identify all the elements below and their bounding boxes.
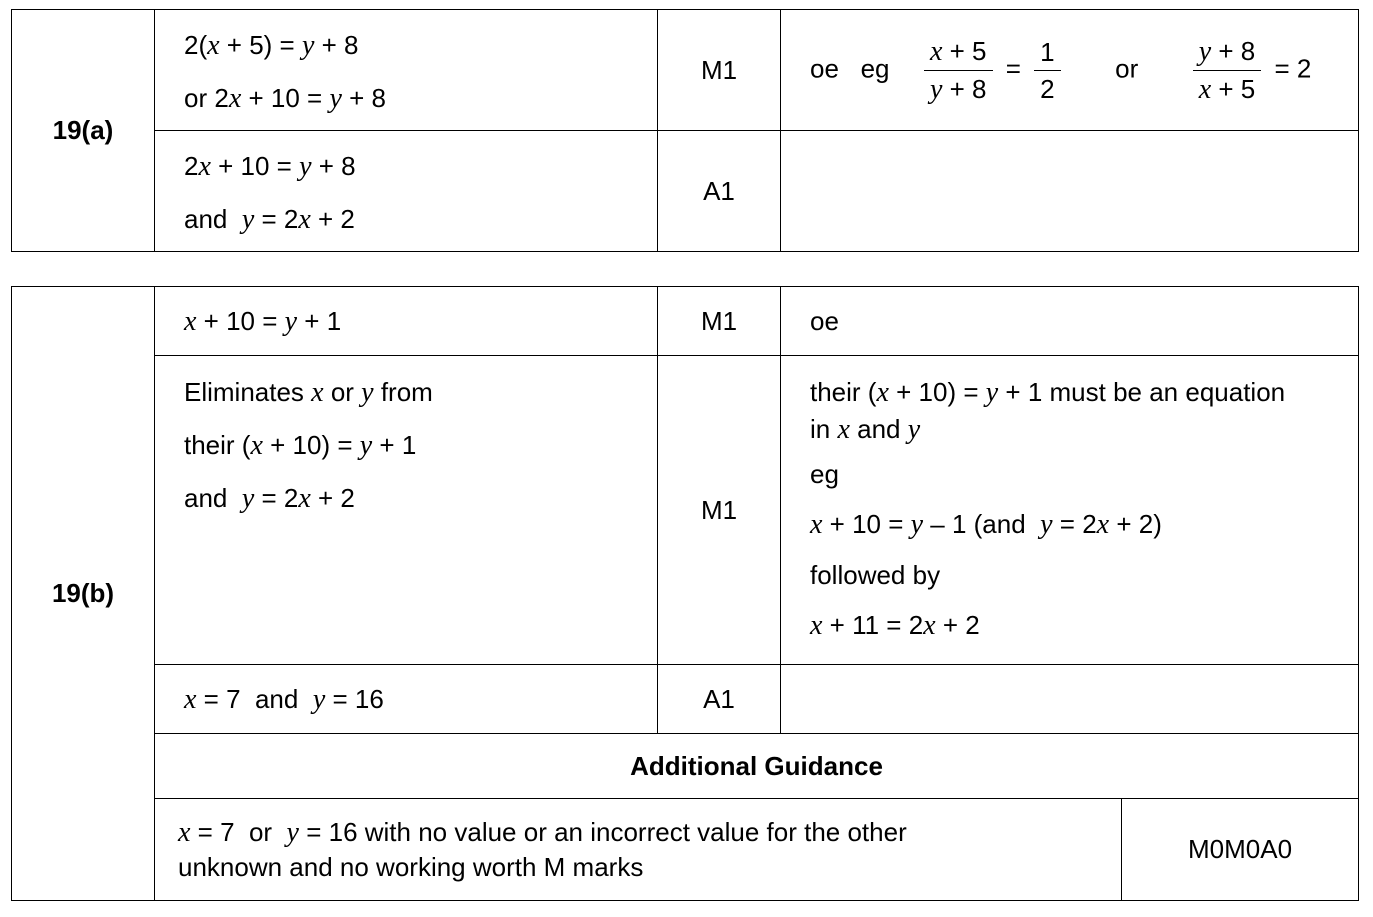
comment-line: eg — [810, 459, 839, 489]
answer-cell — [155, 10, 658, 131]
comment-cell-empty — [781, 665, 1359, 734]
mark-cell: A1 — [658, 131, 781, 252]
mark-scheme-table-19a — [11, 9, 1359, 252]
comment-line: in x and y — [810, 414, 921, 445]
answer-cell — [155, 131, 658, 252]
comment-line: followed by — [810, 560, 941, 590]
comment-cell-empty — [781, 131, 1359, 252]
answer-line: 2(x + 5) = y + 8 — [184, 30, 359, 61]
answer-line: x = 7 and y = 16 — [184, 683, 384, 715]
answer-cell — [155, 356, 658, 665]
mark-scheme-table-19b — [11, 286, 1359, 901]
additional-guidance-heading: Additional Guidance — [155, 734, 1359, 799]
comment-fractions: oe eg $\frac{x + 5}{y + 8}$ = $\frac{1}{2}$ or $\frac{y + 8}{x + 5}$ = 2 — [810, 35, 1312, 105]
comment-cell — [781, 287, 1359, 356]
comment-cell — [781, 356, 1359, 665]
fraction: $\frac{y + 8}{x + 5}$ — [1193, 35, 1262, 106]
fraction: $\frac{1}{2}$ — [1034, 36, 1060, 105]
guidance-line: x = 7 or y = 16 with no value or an incorrect value for the other — [178, 817, 907, 848]
comment-line: x + 11 = 2x + 2 — [810, 610, 980, 641]
answer-line: Eliminates x or y from — [184, 377, 433, 408]
answer-cell — [155, 287, 658, 356]
fraction: $\frac{x + 5}{y + 8}$ — [924, 35, 993, 106]
comment-line: x + 10 = y – 1 (and y = 2x + 2) — [810, 509, 1162, 540]
answer-line: and y = 2x + 2 — [184, 204, 355, 235]
answer-cell — [155, 665, 658, 734]
answer-line: their (x + 10) = y + 1 — [184, 430, 417, 461]
guidance-text-cell — [155, 799, 1122, 901]
answer-line: or 2x + 10 = y + 8 — [184, 83, 386, 114]
answer-line: and y = 2x + 2 — [184, 483, 355, 514]
comment-cell — [781, 10, 1359, 131]
answer-line: x + 10 = y + 1 — [184, 305, 342, 337]
question-number: 19(b) — [12, 287, 155, 901]
question-number: 19(a) — [12, 10, 155, 252]
guidance-line: unknown and no working worth M marks — [178, 852, 644, 882]
mark-cell: M1 — [658, 287, 781, 356]
comment-text: oe — [810, 305, 839, 336]
comment-line: their (x + 10) = y + 1 must be an equation — [810, 377, 1286, 408]
guidance-mark-cell: M0M0A0 — [1122, 799, 1359, 901]
mark-cell: M1 — [658, 10, 781, 131]
answer-line: 2x + 10 = y + 8 — [184, 151, 356, 182]
mark-cell: A1 — [658, 665, 781, 734]
mark-cell: M1 — [658, 356, 781, 665]
